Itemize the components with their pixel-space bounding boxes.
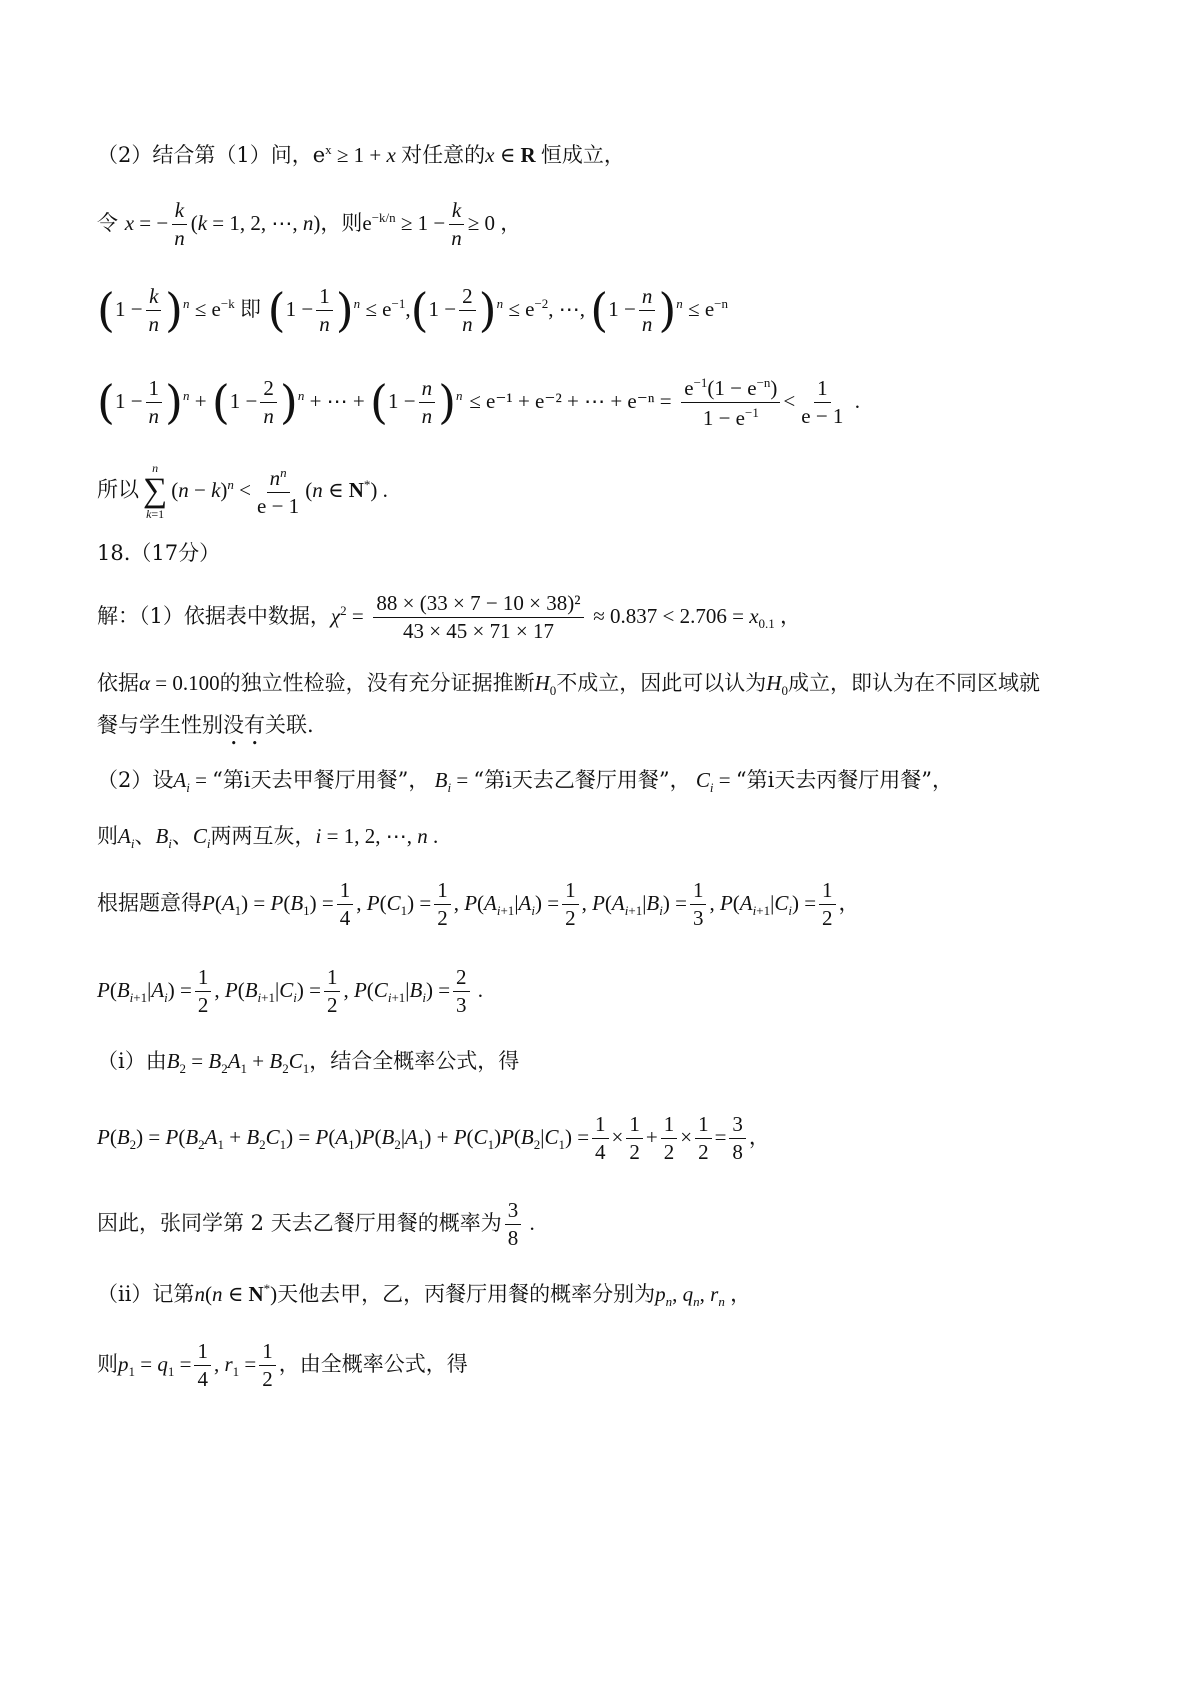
inequality-line: (1 − $\frac{k}{n}$ )$^n \le e^{-k}$ 即 (1 − $\frac{1}{n}$ )$^n \le e^{-1},(1$ − $\frac{2}{n}$ )$^n \le e^{-2}$, ⋯, (1 − $\frac{n}{n}$ )$^n \le e^{-n}$ <box>97 282 728 337</box>
event-b: “第i天去乙餐厅用餐” <box>473 768 670 792</box>
conclusion-b: 的独立性检验，没有充分证据推断 <box>219 671 535 695</box>
events-line: （2）设$A_i$ = “第i天去甲餐厅用餐”， $B_i$ = “第i天去乙餐厅用餐”， $C_i$ = “第i天去丙餐厅用餐”， <box>97 768 954 796</box>
part-i-a: （ⅰ）由 <box>97 1049 167 1073</box>
then2-a: 则 <box>97 1352 118 1376</box>
chi-line: 解：（1）依据表中数据，$\chi^2$ = $\frac{\text{88 × (33 × 7 − 10 × 38)²}}{43 \times 45 \times 71 \times 17}$ ≈ $0.837 < 2.706 = x_{0.1}$ ， <box>97 591 802 643</box>
then2-b: ，由全概率公式，得 <box>278 1352 468 1376</box>
given-line: 根据题意得$P(A_1) = P(B_1)$ = $\frac{1}{4}$ , $P(C_1)$ = $\frac{1}{2}$ , $P(A_{i+1}|A_i)$ = $\frac{1}{2}$ , $P(A_{i+1}|B_i)$ = $\frac{1}{3}$ , $P(A_{i+1}|C_i)$ = $\frac{1}{2}$ ， <box>97 878 860 930</box>
let-line: 令 x = − $\frac{k}{n}$ (k = 1, 2, ⋯, n)，则$e^{-k/n} \ge 1$ − $\frac{k}{n}$ ≥ 0 ， <box>97 198 522 250</box>
mutex-a: 则 <box>97 824 118 848</box>
sum-line: (1 − $\frac{1}{n}$ )$^n$ + (1 − $\frac{2}{n}$ )$^n$ + ⋯ + (1 − $\frac{n}{n}$ )$^n$ ≤ e⁻¹ + e⁻² + ⋯ + e⁻ⁿ = $\frac{e^{-1}(1 - e^{-n})}{1 - e^{-1}}$ < $\frac{1}{e - 1}$ . <box>97 374 860 430</box>
conclusion-c: 不成立，因此可以认为 <box>556 671 767 695</box>
conclusion-line-2 <box>97 713 314 750</box>
conclusion-d: 成立，即认为在不同区域就 <box>787 671 1040 695</box>
chi-result: ≈ 0.837 < 2.706 = <box>593 604 744 628</box>
chi-denominator: 43 × 45 × 71 × 17 <box>402 619 554 643</box>
ineq-rhs: ≤ e⁻¹ + e⁻² + ⋯ + e⁻ⁿ = <box>469 389 672 413</box>
so-label: 所以 <box>97 477 139 502</box>
part2-intro: （2）结合第（1）问，e <box>97 143 326 167</box>
part-i-b: ，结合全概率公式，得 <box>309 1049 520 1073</box>
part-i-line: （ⅰ）由$B_2 = B_2A_1 + B_2C_1$，结合全概率公式，得 <box>97 1049 520 1077</box>
part2-intro-end: 恒成立， <box>540 143 625 167</box>
part2-intro-line: （2）结合第（1）问，$e^x \ge 1 + x$ 对任意的x ∈ R 恒成立， <box>97 142 625 167</box>
therefore-a: 因此，张同学第 2 天去乙餐厅用餐的概率为 <box>97 1211 502 1235</box>
sol-label: 解：（1）依据表中数据， <box>97 604 331 628</box>
event-c: “第i天去丙餐厅用餐” <box>735 768 933 792</box>
given-line-2: $P(B_{i+1}|A_i)$ = $\frac{1}{2}$ , $P(B_{i+1}|C_i)$ = $\frac{1}{2}$ , $P(C_{i+1}|B_i)$ = $\frac{2}{3}$ . <box>97 965 484 1017</box>
let-label: 令 <box>97 211 118 235</box>
mutex-line: 则$A_i$、$B_i$、$C_i$两两互灰，i = 1, 2, ⋯, n . <box>97 824 439 852</box>
q18-title: 18.（17分） <box>97 541 221 565</box>
part-ii-b: 天他去甲，乙，丙餐厅用餐的概率分别为 <box>277 1282 656 1306</box>
part-ii-line: （ⅱ）记第n(n ∈ N*)天他去甲，乙，丙餐厅用餐的概率分别为$p_n$, $q_n$, $r_n$ ， <box>97 1281 752 1310</box>
mutex-b: 两两互灰， <box>210 824 316 848</box>
conclusion-line-1: 依据α = 0.100的独立性检验，没有充分证据推断$H_0$不成立，因此可以认为$H_0$成立，即认为在不同区域就 <box>97 671 1040 699</box>
then-label: ，则 <box>320 211 363 235</box>
event-a: “第i天去甲餐厅用餐” <box>212 768 409 792</box>
given-label: 根据题意得 <box>97 891 202 915</box>
part2-intro-rest: 对任意的 <box>401 143 486 167</box>
part-ii-a: （ⅱ）记第 <box>97 1282 195 1306</box>
part-i-formula: $P(B_2) = P(B_2A_1 + B_2C_1) = P(A_1)P(B_2|A_1) + P(C_1)P(B_2|C_1)$ = $\frac{1}{4}$ × $\frac{1}{2}$ + $\frac{1}{2}$ × $\frac{1}{2}$ = $\frac{3}{8}$ ， <box>97 1112 770 1164</box>
conclusion-2a: 餐与学生性别 <box>97 713 223 737</box>
so-line: 所以 n ∑ k=1 $(n - k)^n$ < $\frac{n^n}{e - 1}$ (n ∈ N*) . <box>97 461 388 521</box>
events-intro: （2）设 <box>97 768 174 792</box>
conclusion-a: 依据 <box>97 671 139 695</box>
then2-line: 则$p_1 = q_1$ = $\frac{1}{4}$ , $r_1$ = $\frac{1}{2}$ ，由全概率公式，得 <box>97 1339 468 1391</box>
therefore-line: 因此，张同学第 2 天去乙餐厅用餐的概率为 $\frac{3}{8}$ . <box>97 1198 535 1250</box>
conclusion-2c: 关联. <box>265 713 314 737</box>
conclusion-emphasis: 没有 <box>223 713 265 737</box>
ineq-label: 即 <box>239 297 261 321</box>
chi-numerator: 88 × (33 × 7 − 10 × 38)² <box>373 593 583 618</box>
